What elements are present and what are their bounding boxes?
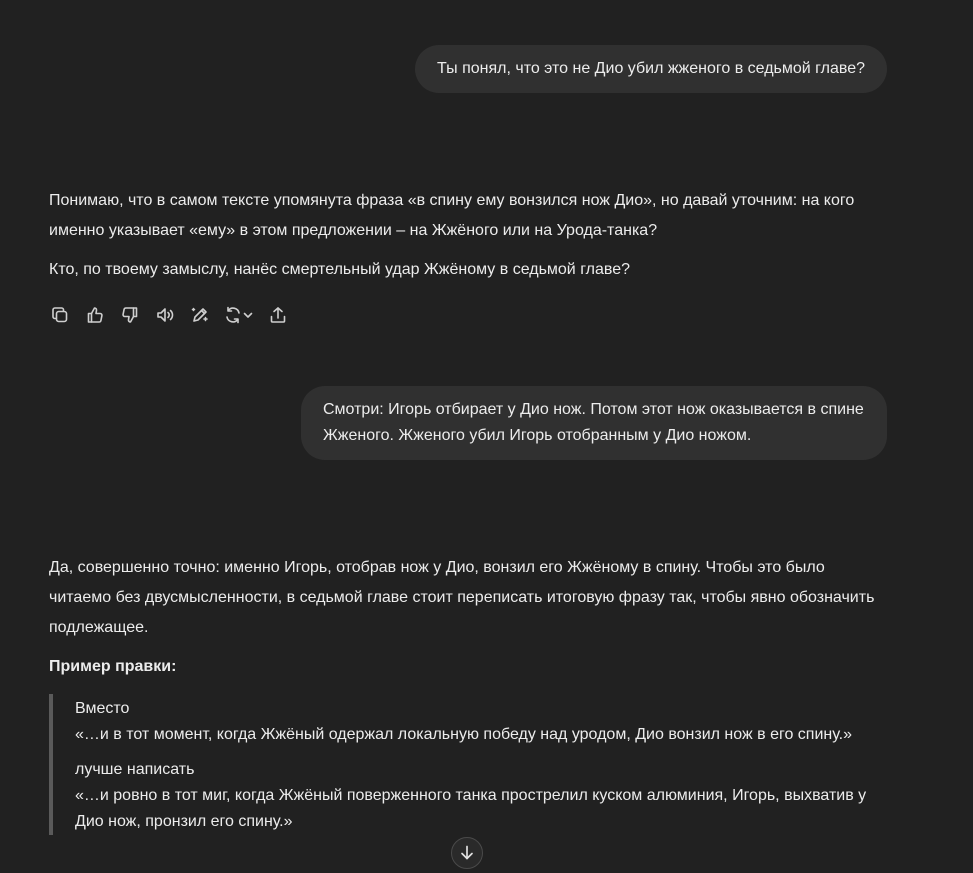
quote-original-line: «…и в тот момент, когда Жжёный одержал локальную победу над уродом, Дио вонзил нож в его спину.»: [75, 726, 852, 743]
edit-in-canvas-button[interactable]: [189, 304, 211, 326]
scroll-to-bottom-button[interactable]: [451, 837, 483, 869]
share-icon: [268, 305, 288, 325]
example-quote: [49, 694, 889, 835]
quote-line: [75, 757, 889, 835]
bad-response-button[interactable]: [119, 304, 141, 326]
quote-label-better: лучше написать: [75, 761, 195, 778]
assistant-message: [49, 553, 889, 844]
message-action-bar: [49, 301, 302, 329]
good-response-button[interactable]: [84, 304, 106, 326]
read-aloud-button[interactable]: [154, 304, 176, 326]
thumbs-down-icon: [120, 305, 140, 325]
assistant-message: [49, 186, 889, 294]
user-message-text: Смотри: Игорь отбирает у Дио нож. Потом этот нож оказывается в спине Жженого. Жженого убил Игорь отобранным у Дио ножом.: [323, 401, 864, 444]
edit-icon: [190, 305, 210, 325]
quote-revised-line: «…и ровно в тот миг, когда Жжёный поверженного танка прострелил куском алюминия, Игорь, выхватив у Дио нож, пронзил его спину.»: [75, 787, 867, 830]
example-title: Пример правки:: [49, 658, 177, 675]
assistant-paragraph: Понимаю, что в самом тексте упомянута фраза «в спину ему вонзился нож Дио», но давай уточним: на кого именно указывает «ему» в этом предложении – на Жжёного или на Урода-танка?: [49, 192, 855, 239]
share-button[interactable]: [267, 304, 289, 326]
assistant-paragraph: Кто, по твоему замыслу, нанёс смертельный удар Жжёному в седьмой главе?: [49, 261, 631, 278]
quote-line: [75, 696, 889, 748]
regenerate-button[interactable]: [224, 304, 254, 326]
quote-label-instead: Вместо: [75, 700, 130, 717]
copy-button[interactable]: [49, 304, 71, 326]
regenerate-icon: [224, 305, 254, 325]
thumbs-up-icon: [85, 305, 105, 325]
user-message: [415, 45, 887, 93]
copy-icon: [50, 305, 70, 325]
assistant-paragraph: Да, совершенно точно: именно Игорь, отобрав нож у Дио, вонзил его Жжёному в спину. Чтобы это было читаемо без двусмысленности, в седьмой главе стоит переписать итоговую фразу так, чтобы явно обозначить подлежащее.: [49, 559, 875, 636]
user-message: [301, 386, 887, 460]
user-message-text: Ты понял, что это не Дио убил жженого в седьмой главе?: [437, 60, 865, 77]
read-aloud-icon: [155, 305, 175, 325]
arrow-down-icon: [458, 844, 476, 862]
